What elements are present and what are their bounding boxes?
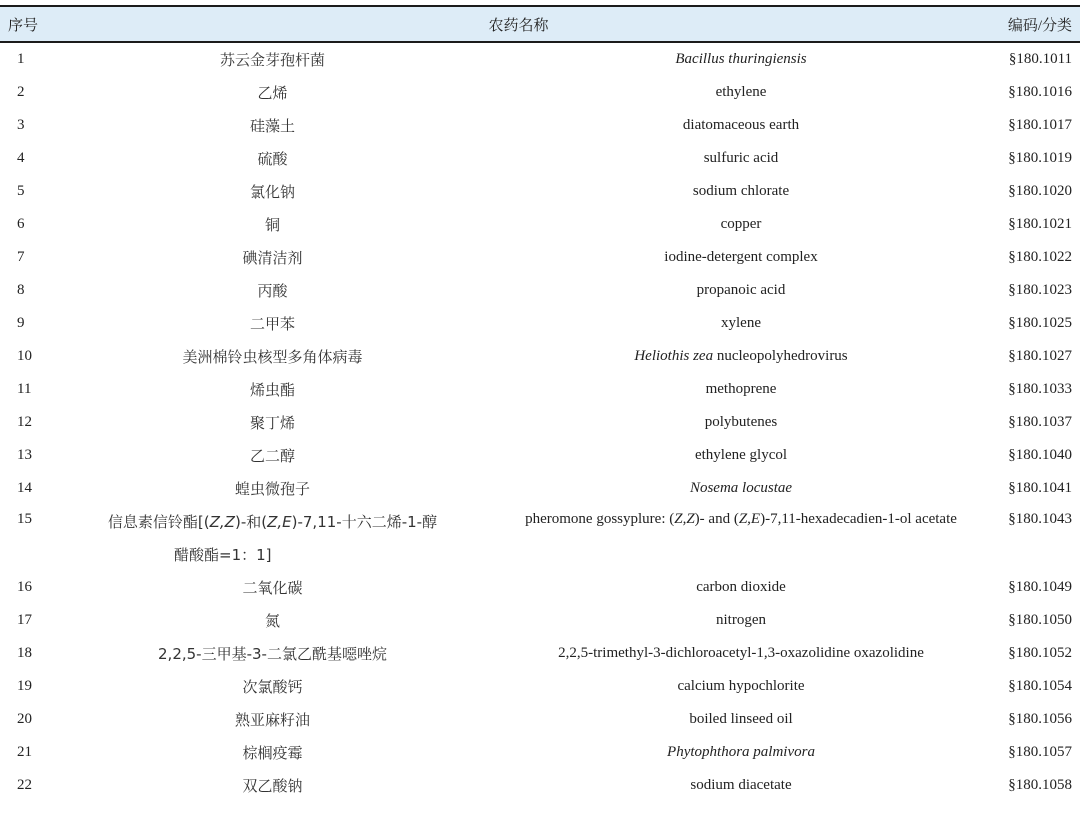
- english-name: sodium diacetate: [690, 777, 792, 793]
- english-name: [495, 505, 987, 571]
- table-row: [0, 274, 1080, 307]
- section-code: §180.1049: [1008, 579, 1073, 595]
- english-name: 2,2,5-trimethyl-3-dichloroacetyl-1,3-oxazolidine oxazolidine: [558, 645, 924, 661]
- section-code: §180.1056: [1008, 711, 1073, 727]
- table-row: [0, 505, 1080, 571]
- section-code: §180.1054: [1008, 678, 1073, 694]
- chinese-name: 氯化钠: [249, 183, 295, 201]
- row-number: 16: [17, 579, 32, 595]
- italic-text: Bacillus thuringiensis: [675, 51, 807, 67]
- table-row: [0, 340, 1080, 373]
- chinese-name: 聚丁烯: [249, 414, 295, 432]
- english-name: diatomaceous earth: [682, 117, 800, 133]
- row-number: 17: [17, 612, 32, 628]
- header-row: [0, 6, 1080, 42]
- table-row: [0, 439, 1080, 472]
- table-body: [0, 42, 1080, 802]
- english-name: xylene: [721, 315, 761, 331]
- row-number: 20: [17, 711, 32, 727]
- row-number: 9: [17, 315, 25, 331]
- chinese-name: 丙酸: [257, 282, 288, 300]
- chinese-name: 硫酸: [257, 150, 288, 168]
- header-num: 序号: [0, 6, 50, 42]
- chinese-name: [50, 505, 495, 571]
- row-number: 11: [17, 381, 32, 397]
- row-number: 4: [17, 150, 25, 166]
- table-row: [0, 637, 1080, 670]
- chinese-name: 硅藻土: [249, 117, 295, 135]
- table-row: [0, 736, 1080, 769]
- section-code: §180.1016: [1008, 84, 1073, 100]
- english-name: sodium chlorate: [692, 183, 790, 199]
- row-number: 2: [17, 84, 25, 100]
- table-row: [0, 769, 1080, 802]
- table-row: [0, 208, 1080, 241]
- section-code: §180.1021: [1008, 216, 1073, 232]
- chinese-name: 蝗虫微孢子: [234, 480, 310, 498]
- english-name: calcium hypochlorite: [677, 678, 805, 694]
- row-number: 19: [17, 678, 32, 694]
- italic-text: Z,Z: [209, 513, 235, 531]
- section-code: §180.1011: [1008, 51, 1073, 67]
- pesticide-table: [0, 5, 1080, 802]
- row-number: 18: [17, 645, 32, 661]
- text-part: )-7,11-hexadecadien-1-ol acetate: [760, 511, 957, 527]
- italic-text: Z,E: [267, 513, 292, 531]
- chinese-name: 铜: [264, 216, 280, 234]
- section-code: §180.1023: [1008, 282, 1073, 298]
- table-header: [0, 6, 1080, 42]
- english-name: iodine-detergent complex: [664, 249, 818, 265]
- table-row: [0, 406, 1080, 439]
- section-code: §180.1020: [1008, 183, 1073, 199]
- section-code: §180.1057: [1008, 744, 1073, 760]
- english-name: carbon dioxide: [696, 579, 786, 595]
- chinese-name: 乙二醇: [249, 447, 295, 465]
- text-part: pheromone gossyplure: (: [525, 511, 675, 527]
- row-number: 14: [17, 480, 32, 496]
- header-code: 编码/分类: [987, 6, 1080, 42]
- italic-text: Phytophthora palmivora: [667, 744, 815, 760]
- english-name: [495, 340, 987, 373]
- row-number: 6: [17, 216, 25, 232]
- section-code: §180.1022: [1008, 249, 1073, 265]
- row-number: 7: [17, 249, 25, 265]
- italic-text: Heliothis zea: [634, 348, 714, 364]
- chinese-name: 苏云金芽孢杆菌: [219, 51, 325, 69]
- table-row: [0, 472, 1080, 505]
- section-code: §180.1017: [1008, 117, 1073, 133]
- english-name: nitrogen: [716, 612, 766, 628]
- row-number: 15: [17, 511, 32, 527]
- table-row: [0, 76, 1080, 109]
- table-row: [0, 109, 1080, 142]
- english-name: polybutenes: [704, 414, 778, 430]
- table-row: [0, 175, 1080, 208]
- chinese-name: 二氧化碳: [242, 579, 303, 597]
- text-part: )- and (: [694, 511, 739, 527]
- chinese-name-line-2: 醋酸酯=1：1]: [174, 546, 272, 564]
- section-code: §180.1033: [1008, 381, 1073, 397]
- english-name: sulfuric acid: [703, 150, 779, 166]
- english-name: boiled linseed oil: [689, 711, 793, 727]
- chinese-name: 美洲棉铃虫核型多角体病毒: [182, 348, 363, 366]
- italic-text: Z,E: [738, 511, 761, 527]
- chinese-name: 双乙酸钠: [242, 777, 303, 795]
- text-part: )-和(: [234, 513, 268, 531]
- table-row: [0, 241, 1080, 274]
- chinese-name: 碘清洁剂: [242, 249, 303, 267]
- english-name: propanoic acid: [696, 282, 786, 298]
- section-code: §180.1025: [1008, 315, 1073, 331]
- table-row: [0, 42, 1080, 76]
- table-row: [0, 142, 1080, 175]
- section-code: §180.1027: [1008, 348, 1073, 364]
- row-number: 21: [17, 744, 32, 760]
- table-row: [0, 670, 1080, 703]
- english-name: [495, 736, 987, 769]
- table-row: [0, 307, 1080, 340]
- header-name: 农药名称: [50, 6, 987, 42]
- chinese-name: 乙烯: [257, 84, 288, 102]
- section-code: §180.1058: [1008, 777, 1073, 793]
- chinese-name: 2,2,5-三甲基-3-二氯乙酰基噁唑烷: [158, 645, 387, 663]
- row-number: 10: [17, 348, 32, 364]
- section-code: §180.1019: [1008, 150, 1073, 166]
- chinese-name: 氮: [264, 612, 280, 630]
- english-name: [495, 42, 987, 76]
- text-part: nucleopolyhedrovirus: [713, 348, 848, 364]
- section-code: §180.1050: [1008, 612, 1073, 628]
- row-number: 22: [17, 777, 32, 793]
- text-part: )-7,11-十六二烯-1-醇: [291, 513, 438, 531]
- section-code: §180.1037: [1008, 414, 1073, 430]
- text-part: 信息素信铃酯[(: [107, 513, 210, 531]
- english-name: copper: [720, 216, 762, 232]
- table-row: [0, 373, 1080, 406]
- chinese-name: 次氯酸钙: [242, 678, 303, 696]
- section-code: §180.1040: [1008, 447, 1073, 463]
- chinese-name: 熟亚麻籽油: [234, 711, 310, 729]
- chinese-name: 棕榈疫霉: [242, 744, 303, 762]
- table-row: [0, 703, 1080, 736]
- row-number: 8: [17, 282, 25, 298]
- row-number: 5: [17, 183, 25, 199]
- table-row: [0, 571, 1080, 604]
- english-name: methoprene: [705, 381, 777, 397]
- chinese-name: 二甲苯: [249, 315, 295, 333]
- row-number: 13: [17, 447, 32, 463]
- chinese-name: 烯虫酯: [249, 381, 295, 399]
- section-code: §180.1052: [1008, 645, 1073, 661]
- italic-text: Nosema locustae: [689, 480, 793, 496]
- row-number: 3: [17, 117, 25, 133]
- row-number: 1: [17, 51, 25, 67]
- english-name: ethylene: [715, 84, 767, 100]
- table-row: [0, 604, 1080, 637]
- section-code: §180.1041: [1008, 480, 1073, 496]
- english-name: [495, 472, 987, 505]
- italic-text: Z,Z: [674, 511, 695, 527]
- section-code: §180.1043: [1008, 511, 1073, 527]
- row-number: 12: [17, 414, 32, 430]
- chinese-name-line-1: [50, 511, 495, 544]
- english-name: ethylene glycol: [694, 447, 788, 463]
